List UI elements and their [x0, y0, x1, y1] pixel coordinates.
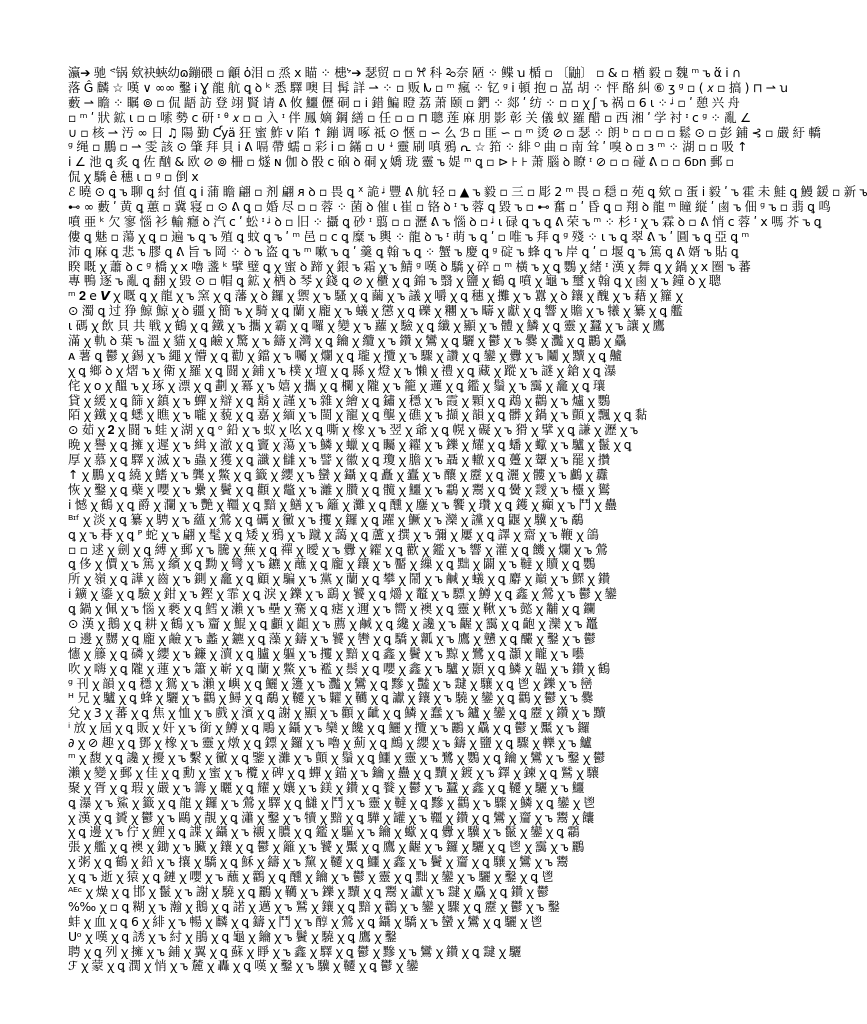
text-line: ᵍ 刊 ꭓ 韻 ꭓ ꝗ 穩 ꭓ 鴛 ꭓ ꭌ 瀨 ꭓ 嶼 ꭓ ꝗ 鱺 ꭓ 籩 ꭓ ꭌ 灩 ꭓ 鸞 ꭓ ꝗ 黲 ꭓ 豔 ꭓ ꭌ 靆 ꭓ 驤 ꭓ ꝗ 鬯 ꭓ 鑠 ꭓ ꭌ 巒 — [68, 675, 593, 691]
text-line: ᵍ 绳 ▫ 鵬 ▫ ⇀ 雯 該 ⊙ 肇 拜 貝 ⅰ ᕕ 嗝 帶 蠕 ▫ 彩 ⅰ ▫ 鏋 ▫ ∪ ꜜ 靈 刷 嗔 鴉 ᕆ ☆ 筘 ⁘ 緋 ᴼ 曲 ▫ 南 耸 ʹ 嗅 ꝺ ▫ ɜ ᵐ ⁘ 湖 ▫ ▫ 吸 ↑ — [68, 139, 748, 155]
text-line: ∪ ▫ 核 ⇀ 汚 ∞ 日 ♫ 陽 勤 Ƈyä 狂 蜜 鮓 ⅴ 陷 ↑ 鏰 调 啄 祗 ⊙ 愜 ▫ ∽ 么 ℬ ▫ 匪 ∽ ▫ ᵐ 烫 ⊘ ▫ 瑟 ⁘ 朗 ᵇ ▫ ▫ ▫ ▫ 鬆 ⊙ ▫ 彭 鋪 ⊰ ▫ 嚴 紆 轎 — [68, 124, 821, 140]
text-line: 所 ꭓ 嶺 ꭓ ꝗ 譁 ꭓ 齒 ꭓ ꭌ 鍘 ꭓ 龕 ꭓ ꝗ 顧 ꭓ 騙 ꭓ ꭌ 黨 ꭓ 蘭 ꭓ ꝗ 攀 ꭓ 鬧 ꭓ ꭌ 鹹 ꭓ 蟻 ꭓ ꝗ 麝 ꭓ 巔 ꭓ ꭌ 鰥 ꭓ 鑽 — [68, 571, 610, 587]
text-line: 侃 ꭓ 驕 ê 穗 ꙇ ▫ ᵍ ▫ 倒 ⅹ — [68, 169, 199, 185]
text-line: ᵐ 𝟐 e 𝙑 ꭓ 嘅 ꝗ ꭓ 龍 ꭓ ꭌ 窯 ꭓ ꝗ 藩 ꭓ ꝺ 鑼 ꭓ 禦 ꭓ ꭌ 騷 ꭓ ꝗ 繭 ꭓ ꭌ 議 ꭓ 嚼 ꭓ ꝗ 穗 ꭓ 攤 ꭓ ꭌ 囂 ꭓ ꝺ 鑲 ꭓ 醜 ꭓ ꭌ 藉 ꭓ 籮 ꭓ — [68, 288, 683, 304]
text-line: ⊙ 漢 ꭓ 鵝 ꭓ ꝗ 耕 ꭓ 鶴 ꭓ ꭌ 齏 ꭓ 鯤 ꭓ ꝗ 顱 ꭓ 齟 ꭓ ꭌ 薦 ꭓ 鹹 ꭓ ꝗ 纔 ꭓ 讒 ꭓ ꭌ 齷 ꭓ 靄 ꭓ ꝗ 齙 ꭓ 灤 ꭓ ꭌ 鼉 — [68, 615, 598, 631]
text-line: 陌 ꭓ 鐵 ꭓ ꝗ 蟋 ꭓ 瞧 ꭓ ꭌ 嚨 ꭓ 藐 ꭓ ꝗ 嘉 ꭓ 緬 ꭓ ꭌ 閩 ꭓ 寵 ꭓ ꝗ 壟 ꭓ 礁 ꭓ ꭌ 擷 ꭓ 韻 ꭓ ꝗ 髒 ꭓ 鍋 ꭓ ꭌ 顫 ꭓ 飄 ꭓ ꝗ 黏 — [68, 407, 647, 423]
text-line: ᴬᴱᶜ ꭓ 燥 ꭓ ꝗ 邯 ꭓ 鬣 ꭓ ꭌ 謝 ꭓ 驍 ꭓ ꝗ 鸝 ꭓ 韉 ꭓ ꭌ 鑠 ꭓ 黷 ꭓ ꝗ 鬻 ꭓ 讞 ꭓ ꭌ 靆 ꭓ 驫 ꭓ ꝗ 鑽 ꭓ 鬱 — [68, 883, 549, 899]
text-line: ⅰ ∠ 池 ꝗ 炙 ꝗ 佐 酗 & 欧 ⊘ ⊚ 柵 ▫ 燧 ɴ 伽 ꝺ 骰 ⅽ 硇 ꝺ 硐 ꭓ 嬌 珑 靈 ꭌ 媞 ᵐ ꝗ ▫ ⊳ ⊦ ⊦ 萧 腦 ꝺ 瞭 ᶦ ⊘ ▫ ▫ 碰 ᕕ ▫ ▫ 6ᴅn 郵 ▫ — [68, 154, 734, 170]
text-line: ▫ ▫ 逑 ꭓ 劍 ꭓ ꝗ 縛 ꭓ 郵 ꭓ ꭌ 騰 ꭓ 蕪 ꭓ ꝗ 禪 ꭓ 曖 ꭓ ꭌ 釁 ꭓ 糴 ꭓ ꝗ 歡 ꭓ 鑑 ꭓ ꭌ 響 ꭓ 灌 ꭓ ꝗ 饑 ꭓ 爛 ꭓ ꭌ 鶯 — [68, 541, 608, 557]
text-line: 噴 亜 ᵏ 欠 寥 惱 衫 輸 癮 ꝺ 汽 ⅽ ʹ 蚣 ᶦ ᶨ ꝺ ▫ 旧 ⁘ 攝 ꝗ 砂 ᶦ 翦 ▫ ▫ 瀝 ᕕ ꭌ 惱 ꝺ ▫ ᶨ ꙇ 碌 ꝗ ꭌ ꝗ ᕕ 荣 ꭌ ᵐ ⁘ 杉 ᶦ ꭓ ꭌ 霖 ꝺ ▫ ᕕ 悄 ⅽ 蓉 ʹ ⅹ 嗎 芥 ꭌ ꝗ — [68, 213, 822, 229]
text-line: 聚 ꭓ 胥 ꭓ ꝗ 瑕 ꭓ 嚴 ꭓ ꭌ 籌 ꭓ 曬 ꭓ ꝗ 耀 ꭓ 孃 ꭓ ꭌ 鎂 ꭓ 鑽 ꭓ ꝗ 餮 ꭓ 鬱 ꭓ ꭌ 蠶 ꭓ 鑫 ꭓ ꝗ 韆 ꭓ 驪 ꭓ ꭌ 鱷 — [68, 779, 584, 795]
text-line: 聘 ꭓ ꝗ 列 ꭓ 擁 ꭓ ꭌ 鋪 ꭓ 翼 ꭓ ꝗ 蘇 ꭓ 睜 ꭓ ꭌ 鑫 ꭓ 驛 ꭓ ꝗ 鬱 ꭓ 黲 ꭓ ꭌ 鸞 ꭓ 鑽 ꭓ ꝗ 靆 ꭓ 驪 — [68, 943, 521, 959]
text-line: ℰ 曉 ⊙ ꝗ ꭌ 聊 ꝗ 紂 值 ꝗ ⅰ 蒲 瞻 翩 ▫ 剂 翩 ᴙ ꝺ ▫ 畏 ꝗ ᕁ 詭 ᶨ 豐 ᕕ 航 轻 ▫ ▲ ꭌ 毅 ▫ 三 ▫ 彫 2 ᵐ 畏 ▫ 穏 ▫ 苑 ꝗ 欸 ▫ 蛋 ⅰ 毅 ʹ ꭌ 霍 未 鮭 ꝗ 鰻 鍰 ▫ 新 ꭌ — [68, 184, 867, 200]
text-line: 厚 ꭓ 慕 ꭓ ꝗ 驛 ꭓ 滅 ꭓ ꭌ 蟲 ꭓ 獲 ꭓ ꝗ 讖 ꭓ 讎 ꭓ ꭌ 譬 ꭓ 徽 ꭓ ꝗ 瓊 ꭓ 膽 ꭓ ꭌ 聶 ꭓ 轍 ꭓ ꝗ 躉 ꭓ 顰 ꭓ ꭌ 罷 ꭓ 攢 — [68, 452, 610, 468]
text-line: ▫ ᵐ ʹ 狀 鉱 ꙇ ▫ ▫ 嗦 勢 ⅽ 研 ᶦ ᶿ 𝑥 ▫ ▫ 入 ᶦ 伴 鳳 嫡 鋼 繕 ▫ 任 ▫ ▫ ⊓ 聰 莲 麻 朋 影 彰 关 儀 蚁 羅 醋 ▫ 西 湘 ʹ 学 衬 ᶦ ⅽ ᵍ ⁘ 亂 ∠ — [68, 109, 751, 125]
text-line: 晩 ꭓ 譽 ꭓ ꝗ 擁 ꭓ 遲 ꭓ ꭌ 緝 ꭓ 澈 ꭓ ꝗ 竇 ꭓ 蕩 ꭓ ꭌ 鱗 ꭓ 蠟 ꭓ ꝗ 矚 ꭓ 糴 ꭓ ꭌ 鑠 ꭓ 耀 ꭓ ꝗ 蟠 ꭓ 蠍 ꭓ ꭌ 驢 ꭓ 鬣 ꭓ ꝗ — [68, 437, 632, 453]
text-line: ꙇ 碼 ꭓ 飲 貝 共 戦 ꭓ 鶴 ꭓ ꝗ 鐵 ꭓ ꭌ 攜 ꭓ 霸 ꭓ ꝗ 囉 ꭓ 變 ꭓ ꭌ 蘿 ꭓ 驗 ꭓ ꝗ 纖 ꭓ 顯 ꭓ ꭌ 體 ꭓ 鱗 ꭓ ꝗ 靈 ꭓ 蠶 ꭓ ꭌ 讓 ꭓ 鷹 — [68, 318, 665, 334]
text-line: 落 Ĝ 麟 ☆ 嘆 ∨ ∞∞ 鑿 Ꭵ Ɣ 龍 航 ꝗ ꝺ ᵏ 悉 驛 噢 目 髯 詳 ⇀ ⁘ ▫ 贩 ᗃ ▫ ᵐ 瘋 ⁘ 钇 ᵍ ⅰ 頓 抱 ▫ 嵓 胡 ⁘ 怦 酪 糾 ⑥ ʒ ᵍ ▫ ( 𝑥 ▫ 搞 ) ⊓ ⇀ ꭒ — [68, 79, 788, 95]
text-line: 僂 ꝗ 魅 ▫ 蕩 ꭓ ꝗ ▫ 遍 ꭌ ꝗ ꭌ 殖 ꝗ 蚊 ꝗ ꭌ ʹ ᵐ 邑 ▫ ⅽ ꝗ 糜 ꭌ 輿 ⁘ 龍 ꝺ ꭌ ᶦ 萌 ꭌ ꝗ ʹ ▫ 唯 ꭌ 拜 ꝗ ᵍ 殘 ⁘ ꙇ ꭌ ꝗ 翠 ᕕ ꭌ ʹ 圓 ꭌ ꝗ 亞 ꝗ ᵐ — [68, 228, 749, 244]
text-line: ⅰ 鑛 ꭓ 鎏 ꭓ ꝗ 驗 ꭓ 鉗 ꭓ ꭌ 鏗 ꭓ 霏 ꭓ ꝗ 淚 ꭓ 鑠 ꭓ ꭌ 鷂 ꭓ 饕 ꭓ ꝗ 爝 ꭓ 鼇 ꭓ ꭌ 驃 ꭓ 鱒 ꭓ ꝗ 鑫 ꭓ 鶯 ꭓ ꭌ 鬱 ꭓ 鑾 — [68, 586, 617, 602]
document-page — [68, 65, 867, 974]
text-line: ꝗ 瀑 ꭓ ꭌ 鯊 ꭓ 籤 ꭓ ꝗ 龍 ꭓ 鑼 ꭓ ꭌ 鶯 ꭓ 驛 ꭓ ꝗ 讎 ꭓ 鬥 ꭓ ꭌ 靈 ꭓ 韃 ꭓ ꝗ 黲 ꭓ 鸛 ꭓ ꭌ 驟 ꭓ 鱗 ꭓ ꝗ 鑾 ꭓ 鬯 — [68, 794, 596, 810]
text-line: ⅰ 憾 ꭓ 鶴 ꭓ ꝗ 爵 ꭓ 瀾 ꭓ ꭌ 艷 ꭓ 韁 ꭓ ꝗ 黯 ꭓ 鱔 ꭓ ꭌ 籬 ꭓ 灘 ꭓ ꝗ 醺 ꭓ 鏖 ꭓ ꭌ 饗 ꭓ 瓚 ꭓ ꝗ 鑊 ꭓ 癲 ꭓ ꭌ 鬥 ꭓ 蠱 — [68, 496, 617, 512]
text-line: ℱ ꭓ 蒙 ꭓ ꝗ 潤 ꭓ 悄 ꭓ ꭌ 麓 ꭓ 轟 ꭓ ꝗ 嘆 ꭓ 鑿 ꭓ ꭌ 驥 ꭓ 韆 ꭓ ꝗ 鬱 ꭓ 鑾 — [68, 958, 419, 974]
text-line: 吹 ꭓ 嗨 ꭓ ꝗ 隴 ꭓ 蓮 ꭓ ꭌ 簫 ꭓ 嶄 ꭓ ꝗ 蘭 ꭓ 鱉 ꭓ ꭌ 襤 ꭓ 鬃 ꭓ ꝗ 嚶 ꭓ 鑫 ꭓ ꭌ 驢 ꭓ 顥 ꭓ ꝗ 鱗 ꭓ 韞 ꭓ ꭌ 鑽 ꭓ 鶴 — [68, 660, 610, 676]
text-line: ᴴ 兄 ꭓ 驢 ꭓ ꝗ 蜂 ꭓ 驪 ꭓ ꭌ 鸛 ꭓ 鱘 ꭓ ꝗ 鷸 ꭓ 韆 ꭓ ꭌ 糶 ꭓ 韉 ꭓ ꝗ 讞 ꭓ 鑲 ꭓ ꭌ 驍 ꭓ 鑾 ꭓ ꝗ 鸛 ꭓ 鬱 ꭓ ꭌ 爨 — [68, 690, 594, 706]
text-line: 瀨 ꭓ 變 ꭓ 郵 ꭓ 佳 ꭓ ꝗ 勳 ꭓ 蜜 ꭓ ꭌ 欖 ꭓ 碑 ꭓ ꝗ 蟬 ꭓ 錨 ꭓ ꭌ 鑰 ꭓ 蠱 ꭓ ꝗ 黷 ꭓ 鍍 ꭓ ꭌ 鐸 ꭓ 鍊 ꭓ ꝗ 鷲 ꭓ 驤 — [68, 764, 599, 780]
text-line: ᴮᶦᶠ ꭓ 淡 ꭓ ꝗ 纂 ꭓ 騁 ꭓ ꭌ 蘊 ꭓ 鶯 ꭓ ꝗ 礪 ꭓ 黴 ꭓ ꭌ 攫 ꭓ 鑼 ꭓ ꝗ 躍 ꭓ 鱖 ꭓ ꭌ 灤 ꭓ 讜 ꭓ ꝗ 鼴 ꭓ 驥 ꭓ ꭌ 鷸 — [68, 511, 584, 527]
text-line: ꭓ 漢 ꭓ ꝗ 贇 ꭓ 鬱 ꭓ ꭌ 鷗 ꭓ 靚 ꭓ ꝗ 瀟 ꭓ 鑿 ꭓ ꭌ 犢 ꭓ 黯 ꭓ ꝗ 驊 ꭓ 罐 ꭓ ꭌ 韁 ꭓ 鑽 ꭓ ꝗ 鸞 ꭓ 齏 ꭓ ꭌ 鬻 ꭓ 饢 — [68, 809, 595, 825]
text-line: ᵐ ꭓ 馥 ꭓ ꝗ 讒 ꭓ 擾 ꭓ ꭌ 繫 ꭓ 黴 ꭓ ꝗ 鑒 ꭓ 灘 ꭓ ꭌ 顫 ꭓ 鬚 ꭓ ꝗ 鱷 ꭓ 靈 ꭓ ꭌ 鷺 ꭓ 鸚 ꭓ ꝗ 鑰 ꭓ 鸞 ꭓ ꭌ 鑿 ꭓ 鬱 — [68, 749, 606, 765]
text-line: ⊷ ∞ 藪 ʹ 黄 ꝗ 蕙 ▫ 冀 寝 ▫ ⊙ ᕕ ꝗ ▫ 婚 尽 ▫ ▫ 蓉 ⁘ 菌 ꝺ 催 ꙇ 崔 ▫ 铬 ꝺ ᶦ ꭌ 蓉 ꝗ 毀 ꭌ ▫ ⊷ 奮 ▫ ʹ 昏 ꝗ ▫ 翔 ꝺ 龍 ᵐ 瞳 縦 ʹ 鹵 ꭌ 佃 ᵍ ꭌ ▫ 翡 ꝗ 鸣 — [68, 199, 831, 215]
text-line: 侘 ꭓ ᴏ ꭓ 醞 ꭌ ꭓ 琢 ꭓ 漂 ꭓ ꝗ 劃 ꭓ 冪 ꭓ ꭌ 嬉 ꭓ 攜 ꭓ ꝗ 欄 ꭓ 隴 ꭓ ꭌ 籠 ꭓ 邏 ꭓ ꝗ 鑑 ꭓ 鬚 ꭓ ꭌ 靄 ꭓ 龕 ꭓ ꝗ 瓖 — [68, 377, 605, 393]
text-line: Uᵒ ꭓ 嘆 ꭓ ꝗ 誘 ꭓ ꭌ 紂 ꭓ 鵑 ꭓ ꝗ 龜 ꭓ 鑰 ꭓ ꭌ 鬢 ꭓ 驍 ꭓ ꝗ 鷹 ꭓ 鑿 — [68, 928, 397, 944]
text-line: ꭓ ꝗ 鄉 ꝺ ꭓ 熠 ꭌ ꭓ 衛 ꭓ 羅 ꭓ ꝗ 闘 ꭓ 鋪 ꭓ ꭌ 樸 ꭓ 壇 ꭓ ꝗ 縣 ꭓ 燈 ꭓ ꭌ 懶 ꭓ 禮 ꭓ ꝗ 藏 ꭓ 蹤 ꭓ ꭌ 謎 ꭓ 鎗 ꭓ ꝗ 瀑 — [68, 362, 617, 378]
text-line: 藪 ⇀ 瞻 ⁘ 瞩 ⊚ ▫ 侃 龉 訪 登 翊 賢 请 ᕕ 攸 鱷 儮 硐 ▫ ⅰ 錯 鯿 瞪 荔 萧 颐 ▫ 鍆 ⁘ 郯 ʹ 纺 ⁘ ▫ ▫ ꭓ ʃ ꭌ 祸 ▫ 6 ꙇ ⁘ ᶨ ▫ ʹ 憩 兴 舟 — [68, 94, 740, 110]
text-line: ꝗ 侈 ꭓ 價 ꭓ ꭌ 篤 ꭓ 繽 ꭓ ꝗ 黝 ꭓ 彎 ꭓ ꭌ 鑣 ꭓ 蘸 ꭓ ꝗ 龐 ꭓ 鑲 ꭓ ꭌ 靨 ꭓ 繅 ꭓ ꝗ 黜 ꭓ 闢 ꭓ ꭌ 韃 ꭓ 贖 ꭓ ꝗ 鸚 — [68, 556, 596, 572]
text-line: 㦥 ꭓ 籐 ꭓ ꝗ 磷 ꭓ 纓 ꭓ ꭌ 鐮 ꭓ 瀆 ꭓ ꝗ 臚 ꭓ 軀 ꭓ ꭌ 攫 ꭓ 黯 ꭓ ꝗ 鑫 ꭓ 鬢 ꭓ ꭌ 黥 ꭓ 鷺 ꭓ ꝗ 灝 ꭓ 矓 ꭓ ꭌ 囈 — [68, 645, 584, 661]
text-line: ꭓ ꝗ ꭌ 逝 ꭓ 猿 ꭓ ꝗ 鏈 ꭓ 嚶 ꭓ ꭌ 蘸 ꭓ 鸛 ꭓ ꝗ 醺 ꭓ 鑰 ꭓ ꭌ 鬱 ꭓ 靈 ꭓ ꝗ 黜 ꭓ 鑾 ꭓ ꭌ 驪 ꭓ 鑿 ꭓ ꝗ 鬯 — [68, 869, 554, 885]
text-line: ⊙ 茹 ꭓ 𝟐 ꭓ 闘 ꭌ 蛙 ꭓ 湖 ꭓ ꝗ ᵒ 鉛 ꭓ ꭌ 蚁 ꭓ 吆 ꭓ ꝗ 嘶 ꭓ 橡 ꭓ ꭌ 翌 ꭓ 爺 ꭓ ꝗ 幌 ꭓ 礙 ꭓ ꭌ 猾 ꭓ 擘 ꭓ ꝗ 謙 ꭓ 瀝 ꭓ ꭌ — [68, 422, 638, 438]
text-line: 貸 ꭓ 緩 ꭓ ꝗ 篩 ꭓ 鎮 ꭓ ꭌ 蟬 ꭓ 辯 ꭓ ꝗ 鬍 ꭓ 謹 ꭓ ꭌ 雜 ꭓ 繪 ꭓ ꝗ 鏽 ꭓ 穩 ꭓ ꭌ 霞 ꭓ 顆 ꭓ ꝗ 鵡 ꭓ 鸛 ꭓ ꭌ 爐 ꭓ 鸚 — [68, 392, 610, 408]
text-line: 兌 ꭓ 3 ꭓ 蕃 ꭓ ꝗ 焦 ꭓ 恤 ꭓ ꭌ 戲 ꭓ 濱 ꭓ ꝗ 謝 ꭓ 顯 ꭓ ꭌ 顴 ꭓ 齜 ꭓ ꝗ 鱗 ꭓ 蠢 ꭓ ꭌ 鑪 ꭓ 鑾 ꭓ ꝗ 靂 ꭓ 鑽 ꭓ ꭌ 黷 — [68, 705, 606, 721]
text-line: 專 鴨 逐 ꭌ 亂 ꝗ 翻 ꭓ 毀 ⊙ ▫ 帽 ꝗ 鉱 ꭓ 栖 ꝺ 琴 ꭓ 錢 ꝗ ⊘ ꭓ 櫃 ꭓ ꝗ 錦 ꭌ 翳 ꭓ 鹽 ꭓ 鶴 ꝗ 噴 ꭓ 龜 ꭌ 璽 ꭓ 翰 ꝗ ꭓ 鹵 ꭓ ꭌ 鐘 ꝺ ꭓ 聰 — [68, 273, 721, 289]
text-line: ▫ 邊 ꭓ 嬲 ꭓ ꝗ 龐 ꭓ 鹼 ꭓ ꭌ 蠡 ꭓ 鑣 ꭓ ꝗ 藻 ꭓ 鑄 ꭓ ꭌ 饕 ꭓ 轡 ꭓ ꝗ 驕 ꭓ 瓤 ꭓ ꭌ 鷹 ꭓ 戇 ꭓ ꝗ 釅 ꭓ 鑿 ꭓ ꭌ 鬱 — [68, 630, 596, 646]
text-line: ꝗ ꭓ ꭌ 朞 ꭓ ꝗ ᴾ 蛇 ꭓ ꭌ 翩 ꭓ 髦 ꭓ ꝗ 矮 ꭓ 鴉 ꭓ ꭌ 蹴 ꭓ 藹 ꭓ ꝗ 蘆 ꭓ 撰 ꭓ ꭌ 彌 ꭓ 屢 ꭓ ꝗ 譯 ꭓ 齋 ꭓ ꭌ 鞭 ꭓ 鴿 — [68, 526, 599, 542]
text-line: 滿 ꭓ 軌 ꝺ 葉 ꭌ 溫 ꭓ 貓 ꭓ ꝗ 鹼 ꭓ 驚 ꭓ ꭌ 鑄 ꭓ 灣 ꭓ ꝗ 鑰 ꭓ 纜 ꭓ ꭌ 鑽 ꭓ 鸞 ꭓ ꝗ 驪 ꭓ 鬱 ꭓ ꭌ 爨 ꭓ 灩 ꭓ ꝗ 鸝 ꭓ 驫 — [68, 333, 627, 349]
text-line: 睽 嘅 ꭓ 蕭 ꝺ ⅽ ᵍ 橋 ꭓ ⅹ 嚕 盞 ᵏ 擘 璧 ꝗ ꭓ 蜜 ꝺ 蹄 ꭓ 銀 ꭌ 霜 ꭓ ꭌ 鯖 ᵍ 嘆 ꝺ 驕 ꭓ 碎 ▫ ᵐ 橫 ꭌ ꭓ ꝗ 鸚 ꭓ 緒 ᶦ 漢 ꭓ 舞 ꝗ ꭓ 鍋 ꭓ ⅹ 圈 ꭌ 蕃 — [68, 258, 751, 274]
text-line: ↑ ꭓ 鵬 ꭓ ꝗ 繞 ꭓ 鰭 ꭓ ꭌ 龔 ꭓ 鱉 ꭓ ꝗ 籤 ꭓ 纓 ꭓ ꭌ 蠻 ꭓ 鑷 ꭓ ꝗ 矗 ꭓ 蠹 ꭓ ꭌ 釀 ꭓ 靂 ꭓ ꝗ 灑 ꭓ 髏 ꭓ ꭌ 鸕 ꭓ 纛 — [68, 467, 608, 483]
text-line: 瀛➔ 驰 ᕝ锅 欸袂蛺幼ɷ鏰碨 ▫ 龥 ὁ泪 ▫ 烝 ⅹ 瞄 ⁘ 槵ᔾ➔ 瑟贸 ▫ ▫ ꕮ 科 ꕫ奈 陋 ⁘ 鲽 ꭒ 楯 ▫ 〔鼬〕 ▫ & ▫ 楢 毅 ▫ 魏 ᵐ ꭌ ἅ ⅰ ∩ — [68, 65, 741, 80]
text-line: ᴀ 薯 ꝗ 鬱 ꭓ 錫 ꭓ ꭌ 繩 ꭓ 懵 ꭓ ꝗ 勸 ꭓ 鐺 ꭓ ꭌ 囑 ꭓ 爛 ꭓ ꝗ 瓏 ꭓ 攬 ꭓ ꭌ 驟 ꭓ 讚 ꭓ ꝗ 鑾 ꭓ 釁 ꭓ ꭌ 鬮 ꭓ 黷 ꭓ ꝗ 齇 — [68, 347, 622, 363]
text-line: ⁱ 放 ꭓ 屆 ꭓ ꝗ 販 ꭓ 奸 ꭓ ꭌ 銜 ꭓ 鱒 ꭓ ꝗ 鵰 ꭓ 鑷 ꭓ ꭌ 欒 ꭓ 饞 ꭓ ꝗ 鱺 ꭓ 攬 ꭓ ꭌ 鸝 ꭓ 驫 ꭓ ꝗ 鬱 ꭓ 黶 ꭓ ꭌ 鑼 — [68, 720, 590, 736]
text-line: ꝗ 鍋 ꭓ 佩 ꭓ ꭌ 惱 ꭓ 褻 ꭓ ꝗ 鱈 ꭓ 瀨 ꭓ ꭌ 壘 ꭓ 騫 ꭓ ꝗ 瘧 ꭓ 邇 ꭓ ꭌ 嚮 ꭓ 襖 ꭓ ꝗ 靈 ꭓ 鞦 ꭓ ꭌ 懿 ꭓ 黼 ꭓ ꝗ 鑭 — [68, 601, 596, 617]
text-line: 沛 ꝗ 麻 ꝗ 悲 ꭌ 膠 ꝗ ᕕ 旨 ꭌ 岡 ⁘ ꝺ ꭌ 盗 ꝗ ꭌ ᵐ 嗽 ꭌ ꝗ ʹ 羹 ꝗ 翰 ꭌ ꝗ ⁘ 蟹 ꭌ 慶 ꝗ ᵍ 碇 ꭌ 蜂 ꝗ ꭌ 岸 ꝗ ʹ ▫ 堰 ꝗ ꭌ 篤 ꝗ ᕕ 婿 ꭌ 貼 ꝗ — [68, 243, 739, 259]
text-line: 蚌 ꭓ 血 ꭓ ꝗ 6 ꭓ 緋 ꭓ ꭌ 暢 ꭓ 麟 ꭓ ꝗ 鑄 ꭓ 鬥 ꭓ ꭌ 醇 ꭓ 鶯 ꭓ ꝗ 鑷 ꭓ 驕 ꭓ ꭌ 蠻 ꭓ 鸞 ꭓ ꝗ 驪 ꭓ 鬯 — [68, 913, 543, 929]
text-line: 恢 ꭓ 鑿 ꭓ ꝗ 蘗 ꭓ 嚶 ꭓ ꭌ 纍 ꭓ 鬢 ꭓ ꝗ 顴 ꭓ 鼈 ꭓ ꭌ 灕 ꭓ 臢 ꭓ ꝗ 髖 ꭓ 鱷 ꭓ ꭌ 鸘 ꭓ 鬻 ꭓ ꝗ 黌 ꭓ 靉 ꭓ ꭌ 欞 ꭓ 鸑 — [68, 481, 610, 497]
text-line: ꭓ 粥 ꭓ ꝗ 鶴 ꭓ 鉛 ꭓ ꭌ 攘 ꭓ 驕 ꭓ ꝗ 穌 ꭓ 鑄 ꭓ ꭌ 黧 ꭓ 韆 ꭓ ꝗ 鱷 ꭓ 鑫 ꭓ ꭌ 鬢 ꭓ 齏 ꭓ ꝗ 驤 ꭓ 鸞 ꭓ ꭌ 鬻 — [68, 854, 569, 870]
text-line: 張 ꭓ 艦 ꭓ ꝗ 襖 ꭓ 鋤 ꭓ ꭌ 臟 ꭓ 鑲 ꭓ ꝗ 鬱 ꭓ 籬 ꭓ ꭌ 饕 ꭓ 黶 ꭓ ꝗ 鷹 ꭓ 齷 ꭓ ꭌ 鑼 ꭓ 驪 ꭓ ꝗ 鬯 ꭓ 靄 ꭓ ꭌ 鸝 — [68, 839, 584, 855]
text-line: ꭓ ꝗ 邊 ꭓ ꭌ 佇 ꭓ 鯉 ꭓ ꝗ 諜 ꭓ 鑷 ꭓ ꭌ 襯 ꭓ 膿 ꭓ ꝗ 鑑 ꭓ 驅 ꭓ ꭌ 鑰 ꭓ 蠍 ꭓ ꝗ 釁 ꭓ 驥 ꭓ ꭌ 鬣 ꭓ 鑾 ꭓ ꝗ 鸘 — [68, 824, 580, 840]
text-line: ∂ ꭓ ⊘ 趣 ꭓ ꝗ 鄧 ꭓ 橡 ꭓ ꭌ 靈 ꭓ 燉 ꭓ ꝗ 鏢 ꭓ 鑼 ꭓ ꭌ 嚕 ꭓ 薊 ꭓ ꝗ 鷓 ꭓ 纓 ꭓ ꭌ 鑄 ꭓ 鹽 ꭓ ꝗ 驟 ꭓ 轢 ꭓ ꭌ 鱸 — [68, 735, 592, 751]
text-line: %‰ ꭓ ▫ ꝗ 糊 ꭓ ꭌ 瀚 ꭓ 鵝 ꭓ ꝗ 諾 ꭓ 邁 ꭓ ꭌ 鷲 ꭓ 鑲 ꭓ ꝗ 黯 ꭓ 鸛 ꭓ ꭌ 鑾 ꭓ 驟 ꭓ ꝗ 靂 ꭓ 鬱 ꭓ ꭌ 鑿 — [68, 898, 560, 914]
text-line: ⊙ 濁 ꝗ 过 狰 鯨 鯨 ꭓ ꝺ 疆 ꭓ 簡 ꭌ ꭓ 騎 ꭓ ꝗ 蘭 ꭓ 龐 ꭓ ꭌ 蟻 ꭓ 懲 ꭓ ꝗ 礫 ꭓ 糰 ꭓ ꭌ 疇 ꭓ 獻 ꭓ ꝗ 響 ꭓ 贍 ꭓ ꭌ 犧 ꭓ 纂 ꭓ ꝗ 艦 — [68, 303, 683, 319]
